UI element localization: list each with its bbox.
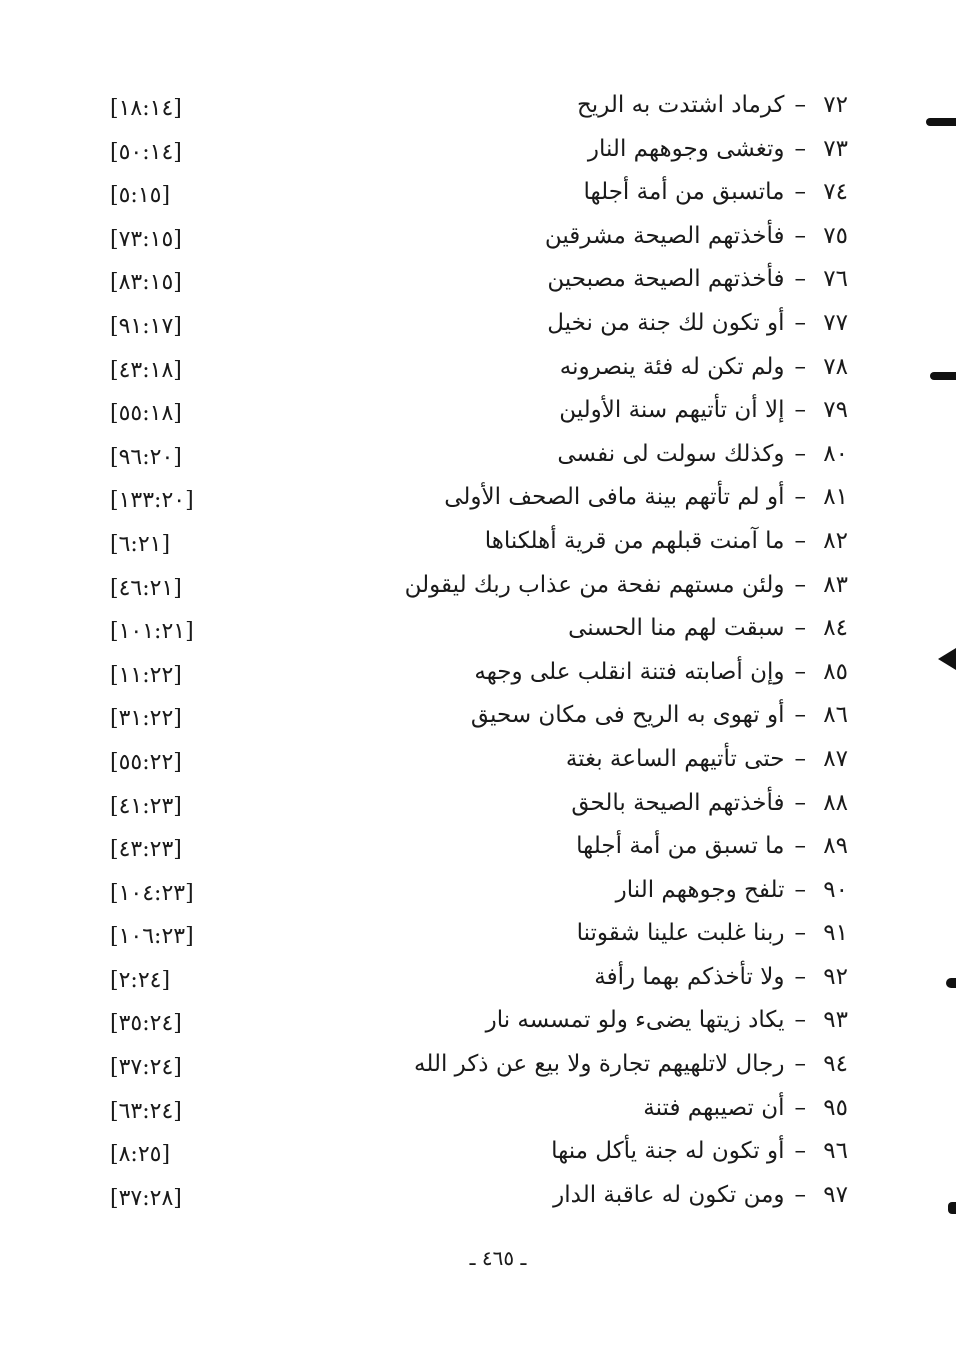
verse-reference: [٦:٢١] (110, 531, 171, 557)
list-item (0, 611, 956, 655)
verse-reference: [٥:١٥] (110, 183, 171, 209)
entry-text: فأخذتهم الصيحة مصبحين (547, 266, 785, 293)
list-item (0, 786, 956, 830)
entry-dash: – (794, 353, 806, 380)
verse-reference: [٤١:٢٣] (110, 793, 182, 819)
verse-reference: [٨:٢٥] (110, 1142, 171, 1168)
entry-dash: – (794, 484, 806, 511)
list-item (0, 219, 956, 263)
entry-line (378, 572, 848, 598)
entry-line (378, 1051, 848, 1077)
list-item (0, 524, 956, 568)
entry-text: فأخذتهم الصيحة مشرقين (544, 222, 785, 249)
verse-reference: [٦٣:٢٤] (110, 1098, 182, 1124)
entry-number: ٧٤ (823, 179, 848, 206)
margin-mark (926, 118, 956, 126)
list-item (0, 829, 956, 873)
entry-number: ٨٧ (823, 745, 848, 772)
verse-reference: [١٠٤:٢٣] (110, 880, 194, 906)
verse-reference: [٤٣:٢٣] (110, 837, 182, 863)
entry-dash: – (794, 963, 806, 990)
entry-text: أن تصيبهم فتنة (643, 1094, 785, 1121)
entry-text: فأخذتهم الصيحة بالحق (571, 789, 785, 816)
verse-reference: [٧٣:١٥] (110, 226, 182, 252)
entry-number: ٧٢ (823, 92, 848, 118)
entry-dash: – (794, 527, 806, 554)
entry-text: ولئن مستهم نفحة من عذاب ربك ليقولن (404, 571, 785, 598)
entry-line (378, 877, 848, 903)
entry-number: ٩٣ (823, 1007, 848, 1034)
entry-line (378, 615, 848, 641)
list-item (0, 350, 956, 394)
list-item (0, 873, 956, 917)
list-item (0, 1134, 956, 1178)
verse-reference: [٤٦:٢١] (110, 575, 182, 601)
entry-text: وكذلك سولت لى نفسى (557, 440, 785, 467)
entry-number: ٧٦ (823, 266, 848, 293)
verse-reference: [٥٠:١٤] (110, 139, 182, 165)
list-item (0, 175, 956, 219)
entry-text: أو تهوى به الريح فى مكان سحيق (470, 702, 785, 729)
list-item (0, 132, 956, 176)
entry-line (378, 266, 848, 292)
margin-mark (946, 978, 956, 988)
verse-reference: [٩٦:٢٠] (110, 444, 182, 470)
verse-reference: [٨٣:١٥] (110, 270, 182, 296)
entry-number: ٨٠ (823, 440, 848, 467)
verse-reference: [٩١:١٧] (110, 313, 182, 339)
margin-mark (948, 1202, 956, 1214)
entry-line (378, 441, 848, 467)
margin-mark (930, 372, 956, 380)
entry-line (378, 1095, 848, 1121)
entry-text: أو لم تأتهم بينة مافى الصحف الأولى (444, 484, 785, 511)
entry-number: ٨٨ (823, 789, 848, 816)
entry-line (378, 179, 848, 205)
entry-dash: – (794, 789, 806, 816)
entry-dash: – (794, 309, 806, 336)
entry-dash: – (794, 920, 806, 947)
entry-line (378, 964, 848, 990)
entry-number: ٨٥ (823, 658, 848, 685)
entry-line (378, 1138, 848, 1164)
margin-mark (938, 648, 956, 670)
list-item (0, 1178, 956, 1222)
list-item (0, 88, 956, 132)
list-item (0, 1047, 956, 1091)
list-item (0, 437, 956, 481)
verse-reference: [١٠١:٢١] (110, 619, 194, 645)
list-item (0, 568, 956, 612)
entry-dash: – (794, 1138, 806, 1165)
entry-number: ٩٤ (823, 1051, 848, 1078)
entry-dash: – (794, 876, 806, 903)
entry-dash: – (794, 658, 806, 685)
entry-text: ومن تكون له عاقبة الدار (553, 1181, 785, 1208)
entry-text: ربنا غلبت علينا شقوتنا (576, 920, 785, 947)
entry-text: إلا أن تأتيهم سنة الأولين (559, 397, 785, 424)
verse-reference: [١٠٦:٢٣] (110, 924, 194, 950)
entry-line (378, 746, 848, 772)
entry-text: يكاد زيتها يضىء ولو تمسسه نار (485, 1007, 785, 1034)
entry-line (378, 484, 848, 510)
verse-reference: [٣٥:٢٤] (110, 1011, 182, 1037)
entry-number: ٩٦ (823, 1138, 848, 1165)
entry-line (378, 1182, 848, 1208)
entry-line (378, 659, 848, 685)
entry-number: ٩٥ (823, 1094, 848, 1121)
entry-dash: – (794, 702, 806, 729)
entry-number: ٨٢ (823, 527, 848, 554)
entry-number: ٨٩ (823, 833, 848, 860)
entry-line (378, 136, 848, 162)
entry-dash: – (794, 1007, 806, 1034)
list-item (0, 480, 956, 524)
verse-reference: [٥٥:٢٢] (110, 749, 182, 775)
entry-number: ٧٧ (823, 309, 848, 336)
entry-line (378, 702, 848, 728)
entry-number: ٨٣ (823, 571, 848, 598)
entry-dash: – (794, 397, 806, 424)
entry-text: كرماد اشتدت به الريح (576, 92, 785, 118)
entry-dash: – (794, 135, 806, 162)
entry-text: سبقت لهم منا الحسنى (568, 615, 785, 642)
entry-number: ٧٣ (823, 135, 848, 162)
entry-dash: – (794, 1181, 806, 1208)
verse-reference: [٥٥:١٨] (110, 401, 182, 427)
list-item (0, 262, 956, 306)
entry-line (378, 920, 848, 946)
list-item (0, 698, 956, 742)
entry-line (378, 354, 848, 380)
entry-line (378, 528, 848, 554)
entry-number: ٩٠ (823, 876, 848, 903)
entry-line (378, 223, 848, 249)
entry-line (378, 1007, 848, 1033)
list-item (0, 1003, 956, 1047)
entry-text: أو تكون لك جنة من نخيل (547, 309, 785, 336)
entry-text: رجال لاتلهيهم تجارة ولا بيع عن ذكر الله (414, 1051, 785, 1078)
entry-dash: – (794, 440, 806, 467)
entry-number: ٧٩ (823, 397, 848, 424)
entry-dash: – (794, 1094, 806, 1121)
entry-dash: – (794, 745, 806, 772)
list-item (0, 393, 956, 437)
entry-number: ٩٢ (823, 963, 848, 990)
list-item (0, 960, 956, 1004)
entry-number: ٧٨ (823, 353, 848, 380)
entry-text: أو تكون له جنة يأكل منها (551, 1138, 785, 1165)
verse-reference: [٣١:٢٢] (110, 706, 182, 732)
entry-text: ولا تأخذكم بهما رأفة (594, 963, 785, 990)
entry-line (378, 92, 848, 118)
verse-reference: [١٨:١٤] (110, 96, 182, 121)
entry-dash: – (794, 615, 806, 642)
entry-text: ما تسبق من أمة أجلها (576, 833, 785, 860)
verse-reference: [٣٧:٢٨] (110, 1185, 182, 1211)
entry-text: تلفح وجوههم النار (615, 876, 785, 903)
entry-number: ٧٥ (823, 222, 848, 249)
list-item (0, 742, 956, 786)
verse-reference: [٤٣:١٨] (110, 357, 182, 383)
list-item (0, 306, 956, 350)
entry-number: ٩٧ (823, 1181, 848, 1208)
entry-dash: – (794, 179, 806, 206)
entry-line (378, 310, 848, 336)
entry-line (378, 790, 848, 816)
entry-text: وتغشى وجوههم النار (587, 135, 785, 162)
entry-dash: – (794, 1051, 806, 1078)
entry-number: ٨٤ (823, 615, 848, 642)
entry-number: ٨١ (823, 484, 848, 511)
verse-reference: [١١:٢٢] (110, 662, 182, 688)
entry-list (0, 88, 956, 1221)
page-number: ـ ٤٦٥ ـ (469, 1246, 527, 1270)
list-item (0, 916, 956, 960)
entry-text: وإن أصابته فتنة انقلب على وجهه (474, 658, 785, 685)
verse-reference: [٢:٢٤] (110, 967, 171, 993)
list-item (0, 655, 956, 699)
entry-dash: – (794, 92, 806, 118)
entry-line (378, 833, 848, 859)
entry-text: ولم تكن له فئة ينصرونه (559, 353, 785, 380)
entry-number: ٩١ (823, 920, 848, 947)
list-item (0, 1091, 956, 1135)
entry-dash: – (794, 222, 806, 249)
entry-line (378, 397, 848, 423)
entry-text: ماتسبق من أمة أجلها (583, 179, 785, 206)
entry-number: ٨٦ (823, 702, 848, 729)
verse-reference: [١٣٣:٢٠] (110, 488, 194, 514)
entry-text: ما آمنت قبلهم من قرية أهلكناها (484, 527, 785, 554)
entry-text: حتى تأتيهم الساعة بغتة (565, 745, 785, 772)
entry-dash: – (794, 571, 806, 598)
verse-reference: [٣٧:٢٤] (110, 1055, 182, 1081)
entry-dash: – (794, 833, 806, 860)
entry-dash: – (794, 266, 806, 293)
